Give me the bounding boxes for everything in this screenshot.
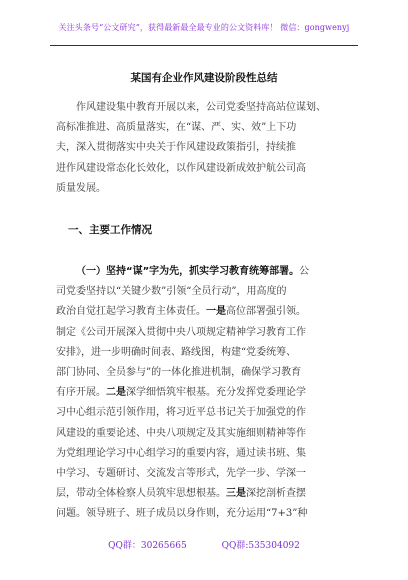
intro-line: 作风建设集中教育开展以来，公司党委坚持高站位谋划、 (76, 102, 326, 113)
body-text: 有序开展。 (56, 387, 106, 399)
body-line: 习中心组示范引领作用，将习近平总书记关于加强党的作 (56, 407, 306, 419)
body-line: 部门协同、全员参与”的一体化推进机制，确保学习教育 (56, 366, 302, 378)
subsection-heading: （一）坚持“谋”字为先，抓实学习教育统筹部署。 (76, 266, 300, 277)
bold-marker: 三是 (226, 488, 246, 500)
body-line (56, 262, 356, 282)
body-line: 中学习、专题研讨、交流发言等形式，先学一步、学深一 (56, 467, 306, 479)
bold-marker: 二是 (106, 387, 126, 399)
body-paragraph (56, 262, 356, 524)
body-line (56, 302, 356, 322)
intro-line: 进作风建设常态化长效化，以作风建设新成效护航公司高 (56, 162, 306, 174)
body-line: 问题。领导班子、班子成员以身作则，充分运用“7+3”种 (56, 508, 308, 520)
header-banner: 关注头条号“公文研究”，获得最新最全最专业的公文资料库！ 微信：gongwenyj (58, 23, 350, 32)
intro-line: 夫，深入贯彻落实中央关于作风建设政策指引，持续推 (56, 142, 296, 154)
body-text: 深学细悟筑牢根基。充分发挥党委理论学 (126, 387, 306, 399)
body-line: 制定《公司开展深入贯彻中央八项规定精神学习教育工作 (56, 326, 306, 338)
bold-marker: 一是 (206, 306, 226, 318)
body-text: 政治自觉扛起学习教育主体责任。 (56, 306, 206, 318)
body-line: 司党委坚持以“关键少数”引领“全员行动”，用高度的 (56, 286, 287, 298)
intro-line: 质量发展。 (56, 182, 106, 194)
body-line: 风建设的重要论述、中央八项规定及其实施细则精神等作 (56, 427, 306, 439)
body-line (56, 484, 356, 504)
footer-qq-group-1: QQ群：30265665 (108, 541, 187, 551)
intro-paragraph (56, 98, 356, 199)
body-line (56, 383, 356, 403)
footer (0, 538, 408, 551)
body-text: 层，带动全体检察人员筑牢思想根基。 (56, 488, 226, 500)
body-text: 公 (299, 266, 310, 277)
body-text: 深挖剖析查摆 (246, 488, 306, 500)
footer-qq-group-2: QQ群:535304092 (221, 541, 300, 551)
body-line: 为党组理论学习中心组学习的重要内容，通过读书班、集 (56, 447, 306, 459)
body-line: 安排》，进一步明确时间表、路线图，构建“党委统筹、 (56, 346, 297, 358)
document-title: 某国有企业作风建设阶段性总结 (130, 72, 278, 84)
intro-line: 高标准推进、高质量落实，在“谋、严、实、效”上下功 (56, 122, 297, 134)
section-heading: 一、主要工作情况 (68, 224, 152, 236)
body-text: 高位部署强引领。 (226, 306, 306, 318)
header-divider (50, 45, 358, 46)
